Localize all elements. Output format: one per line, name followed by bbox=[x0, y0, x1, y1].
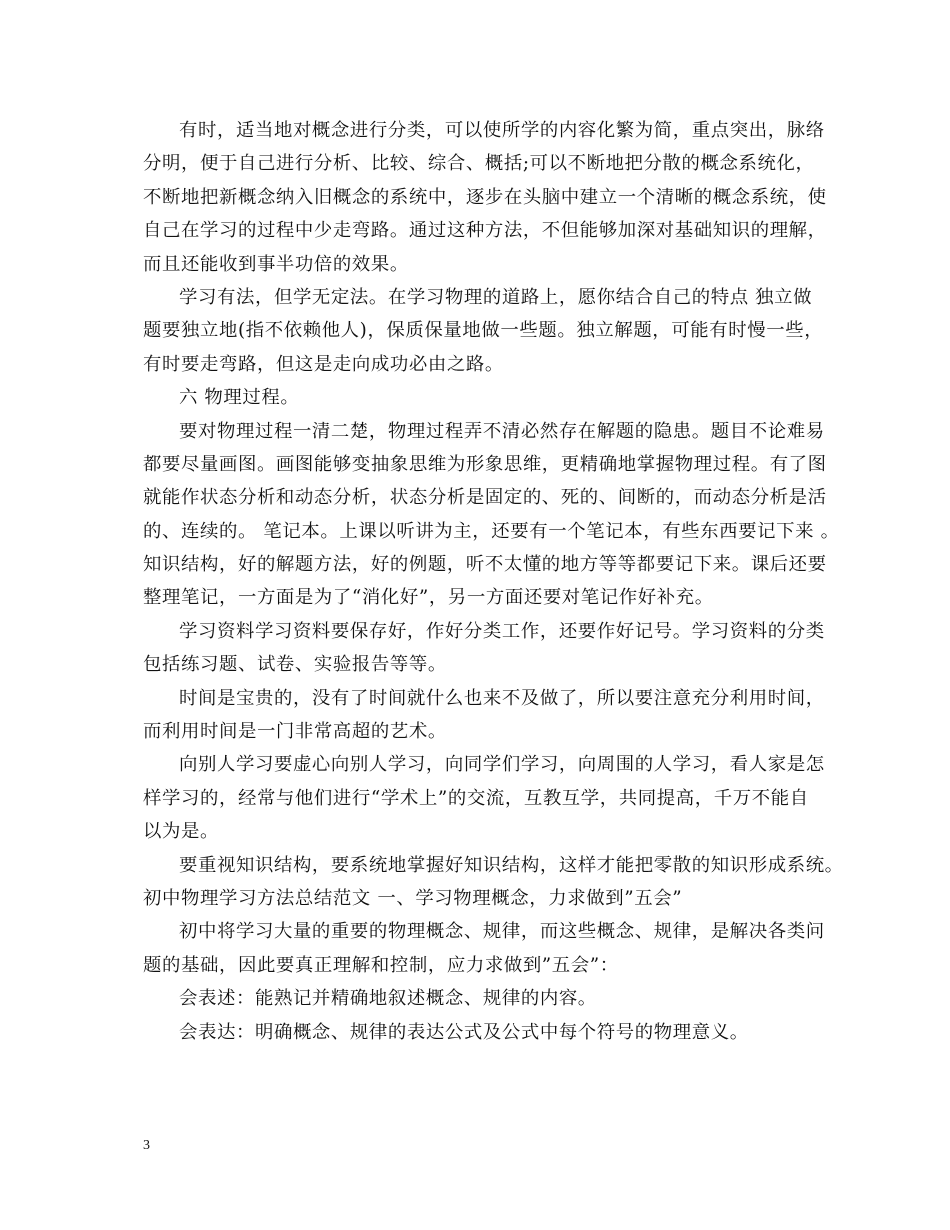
paragraph-line: 分明，便于自己进行分析、比较、综合、概括;可以不断地把分散的概念系统化， bbox=[143, 153, 815, 175]
paragraph-line: 学习资料学习资料要保存好，作好分类工作，还要作好记号。学习资料的分类 bbox=[179, 620, 825, 642]
paragraph-line: 会表达：明确概念、规律的表达公式及公式中每个符号的物理意义。 bbox=[179, 1021, 749, 1043]
paragraph-line: 以为是。 bbox=[143, 821, 219, 843]
paragraph-line: 有时，适当地对概念进行分类，可以使所学的内容化繁为简，重点突出，脉络 bbox=[179, 120, 825, 141]
paragraph-line: 样学习的，经常与他们进行“学术上”的交流，互教互学，共同提高，千万不能自 bbox=[143, 787, 809, 809]
page-number: 3 bbox=[143, 1138, 150, 1153]
paragraph-line: 而利用时间是一门非常高超的艺术。 bbox=[143, 721, 447, 743]
paragraph-line: 的、连续的。 笔记本。上课以听讲为主，还要有一个笔记本，有些东西要记下来 。 bbox=[143, 520, 840, 542]
paragraph-line: 会表述：能熟记并精确地叙述概念、规律的内容。 bbox=[179, 988, 597, 1010]
paragraph-line: 有时要走弯路，但这是走向成功必由之路。 bbox=[143, 353, 504, 375]
paragraph-line: 向别人学习要虚心向别人学习，向同学们学习，向周围的人学习，看人家是怎 bbox=[179, 754, 825, 776]
paragraph-line: 而且还能收到事半功倍的效果。 bbox=[143, 253, 409, 275]
paragraph-line: 不断地把新概念纳入旧概念的系统中，逐步在头脑中建立一个清晰的概念系统，使 bbox=[143, 186, 827, 208]
paragraph-line: 初中将学习大量的重要的物理概念、规律，而这些概念、规律，是解决各类问 bbox=[179, 921, 825, 943]
paragraph-line: 自己在学习的过程中少走弯路。通过这种方法，不但能够加深对基础知识的理解， bbox=[143, 220, 827, 242]
paragraph-line: 整理笔记，一方面是为了“消化好”，另一方面还要对笔记作好补充。 bbox=[143, 587, 714, 609]
paragraph-line: 题要独立地(指不依赖他人)，保质保量地做一些题。独立解题，可能有时慢一些， bbox=[143, 320, 824, 342]
paragraph-line: 包括练习题、试卷、实验报告等等。 bbox=[143, 654, 447, 676]
paragraph-line: 知识结构，好的解题方法，好的例题，听不太懂的地方等等都要记下来。课后还要 bbox=[143, 554, 827, 576]
section-heading: 六 物理过程。 bbox=[179, 387, 300, 409]
paragraph-line: 题的基础，因此要真正理解和控制，应力求做到”五会”： bbox=[143, 954, 619, 976]
paragraph-line: 就能作状态分析和动态分析，状态分析是固定的、死的、间断的，而动态分析是活 bbox=[143, 487, 827, 509]
paragraph-line: 要重视知识结构，要系统地掌握好知识结构，这样才能把零散的知识形成系统。 bbox=[179, 854, 844, 876]
document-body bbox=[143, 114, 844, 1049]
paragraph-line: 都要尽量画图。画图能够变抽象思维为形象思维，更精确地掌握物理过程。有了图 bbox=[143, 453, 827, 475]
paragraph-line: 时间是宝贵的，没有了时间就什么也来不及做了，所以要注意充分利用时间， bbox=[179, 687, 825, 709]
section-heading: 初中物理学习方法总结范文 一、学习物理概念，力求做到”五会” bbox=[143, 887, 683, 909]
paragraph-line: 要对物理过程一清二楚，物理过程弄不清必然存在解题的隐患。题目不论难易 bbox=[179, 420, 825, 442]
paragraph-line: 学习有法，但学无定法。在学习物理的道路上，愿你结合自己的特点 独立做 bbox=[179, 286, 813, 308]
